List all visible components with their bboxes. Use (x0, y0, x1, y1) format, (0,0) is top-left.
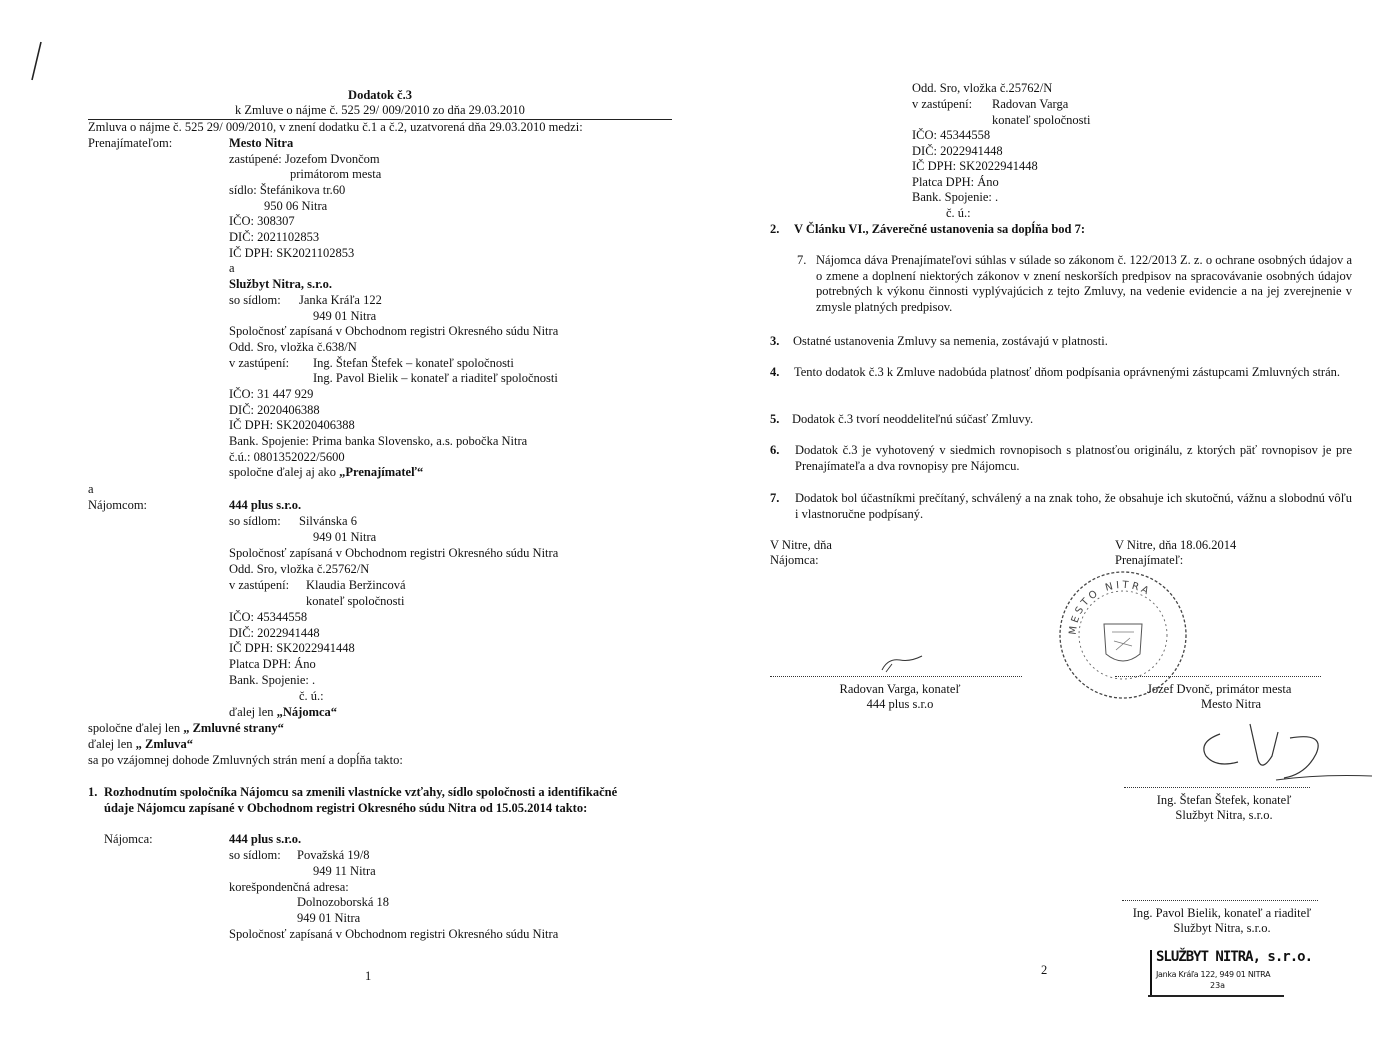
tenant-city: 949 01 Nitra (313, 530, 377, 544)
intro-text: Zmluva o nájme č. 525 29/ 009/2010, v znení dodatku č.1 a č.2, uzatvorená dňa 29.03.2010 medzi: (88, 120, 583, 134)
tenant-rep2: konateľ spoločnosti (306, 594, 405, 608)
tenant-ico: IČO: 45344558 (229, 610, 308, 624)
sig-tenant-company: 444 plus s.r.o (866, 697, 934, 711)
tenant-icdph: IČ DPH: SK2022941448 (229, 641, 355, 655)
company-stamp (1150, 949, 1313, 996)
stamp-line1: SLUŽBYT NITRA, s.r.o. (1156, 949, 1313, 965)
sig-stefek-name: Ing. Štefan Štefek, konateľ (1156, 793, 1292, 807)
mayor-signature-line (1115, 676, 1321, 677)
seal-text: MESTO NITRA (1067, 579, 1154, 636)
tenant-sign-role: Nájomca: (770, 553, 819, 567)
landlord2-city: 949 01 Nitra (313, 309, 377, 323)
tenant-name: 444 plus s.r.o. (229, 498, 302, 512)
tenant-bank: Bank. Spojenie: . (229, 673, 316, 687)
cont-rep1: Radovan Varga (992, 97, 1069, 111)
point1-line1: Rozhodnutím spoločníka Nájomcu sa zmenili vlastnícke vzťahy, sídlo spoločnosti a identifikačné (104, 785, 618, 799)
point7-text: Dodatok bol účastníkmi prečítaný, schválený a na znak toho, že obsahuje ich skutočnú, vážnu a slobodnú vôľu i vlastnoručne podpísaný. (795, 491, 1352, 521)
new-tenant-corr-street: Dolnozoborská 18 (297, 895, 389, 909)
landlord2-jointly-name: „Prenajímateľ“ (339, 465, 424, 479)
tenant-section: Odd. Sro, vložka č.25762/N (229, 562, 370, 576)
tenant-rep-label: v zastúpení: (229, 578, 290, 592)
point6-number: 6. (770, 443, 780, 457)
landlord2-street: Janka Kráľa 122 (299, 293, 382, 307)
point5-number: 5. (770, 412, 780, 426)
point2-heading: V Článku VI., Záverečné ustanovenia sa dopĺňa bod 7: (794, 222, 1086, 236)
landlord2-rep1: Ing. Štefan Štefek – konateľ spoločnosti (313, 356, 514, 370)
point5-text: Dodatok č.3 tvorí neoddeliteľnú súčasť Zmluvy. (792, 412, 1034, 426)
landlord1-seat: sídlo: Štefánikova tr.60 (229, 183, 346, 197)
sig-bielik-name: Ing. Pavol Bielik, konateľ a riaditeľ (1132, 906, 1312, 920)
point3-number: 3. (770, 334, 780, 348)
point1-number: 1. (88, 785, 98, 799)
landlord2-dic: DIČ: 2020406388 (229, 403, 320, 417)
stamp-line2: Janka Kráľa 122, 949 01 NITRA (1156, 970, 1271, 979)
document-title: Dodatok č.3 (348, 88, 412, 102)
tenant-seat-label: so sídlom: (229, 514, 281, 528)
landlord2-icdph: IČ DPH: SK2020406388 (229, 418, 355, 432)
landlord2-name: Službyt Nitra, s.r.o. (229, 277, 333, 291)
tenant-vat: Platca DPH: Áno (229, 657, 316, 671)
landlord2-section: Odd. Sro, vložka č.638/N (229, 340, 357, 354)
tenant-place-date: V Nitre, dňa (770, 538, 832, 552)
tenant-further-prefix: ďalej len (229, 705, 277, 719)
cont-section: Odd. Sro, vložka č.25762/N (912, 81, 1053, 95)
landlord2-rep2: Ing. Pavol Bielik – konateľ a riaditeľ spoločnosti (313, 371, 558, 385)
point2-sub-number: 7. (797, 253, 807, 267)
landlord2-seat-label: so sídlom: (229, 293, 281, 307)
landlord1-rep: zastúpené: Jozefom Dvončom (229, 152, 380, 166)
jointly-parties (88, 721, 284, 737)
new-tenant-street: Považská 19/8 (297, 848, 370, 862)
landlord-sign-role: Prenajímateľ: (1115, 553, 1184, 567)
jointly-name: „ Zmluvné strany“ (183, 721, 284, 735)
cont-icdph: IČ DPH: SK2022941448 (912, 159, 1038, 173)
cont-vat: Platca DPH: Áno (912, 175, 999, 189)
cont-ico: IČO: 45344558 (912, 128, 991, 142)
cont-account: č. ú.: (946, 206, 971, 220)
tenant-signature-mark (870, 650, 930, 674)
new-tenant-seat-label: so sídlom: (229, 848, 281, 862)
further-name: „ Zmluva“ (135, 737, 193, 751)
landlord-place-date: V Nitre, dňa 18.06.2014 (1115, 538, 1237, 552)
point3-text: Ostatné ustanovenia Zmluvy sa nemenia, zostávajú v platnosti. (793, 334, 1108, 348)
landlord1-icdph: IČ DPH: SK2021102853 (229, 246, 355, 260)
cont-rep-label: v zastúpení: (912, 97, 973, 111)
landlord1-ico: IČO: 308307 (229, 214, 295, 228)
tenant-rep1: Klaudia Beržincová (306, 578, 406, 592)
new-tenant-name: 444 plus s.r.o. (229, 832, 302, 846)
bielik-signature-line (1122, 900, 1318, 901)
sig-bielik-company: Službyt Nitra, s.r.o. (1173, 921, 1271, 935)
cont-dic: DIČ: 2022941448 (912, 144, 1003, 158)
jointly-prefix: spoločne ďalej len (88, 721, 184, 735)
new-tenant-city: 949 11 Nitra (313, 864, 376, 878)
point1-line2: údaje Nájomcu zapísané v Obchodnom registri Okresného súdu Nitra od 15.05.2014 takto: (104, 801, 588, 815)
point2-sub-text: Nájomca dáva Prenajímateľovi súhlas v súlade so zákonom č. 122/2013 Z. z. o ochrane osobných údajov a o zmene a doplnení niektorých zákonov v znení neskorších predpisov na spracovávanie osobných údajov potrebných k výkonu činnosti vyplývajúcich z tejto Zmluvy, na vedenie evidencie a na jej zverejnenie v zmysle platných predpisov. (816, 253, 1352, 314)
sig-tenant-name: Radovan Varga, konateľ (839, 682, 961, 696)
landlord2-registry: Spoločnosť zapísaná v Obchodnom registri Okresného súdu Nitra (229, 324, 559, 338)
sig-stefek-company: Službyt Nitra, s.r.o. (1175, 808, 1273, 822)
point7-number: 7. (770, 491, 780, 505)
page-number-2: 2 (1041, 963, 1048, 977)
cont-rep2: konateľ spoločnosti (992, 113, 1091, 127)
tenant-further (229, 705, 337, 721)
landlord2-jointly-prefix: spoločne ďalej aj ako (229, 465, 340, 479)
landlord1-dic: DIČ: 2021102853 (229, 230, 320, 244)
sig-mayor-city: Mesto Nitra (1200, 697, 1262, 711)
stefek-signature-mark (1180, 716, 1380, 796)
point4-text: Tento dodatok č.3 k Zmluve nadobúda platnosť dňom podpísania oprávnenými zástupcami Zmluvných strán. (794, 365, 1341, 379)
cont-bank: Bank. Spojenie: . (912, 190, 999, 204)
landlord1-name: Mesto Nitra (229, 136, 294, 150)
landlord2-account: č.ú.: 0801352022/5600 (229, 450, 345, 464)
new-tenant-corr-city: 949 01 Nitra (297, 911, 361, 925)
landlord2-jointly (229, 465, 423, 481)
pen-mark (28, 40, 44, 82)
landlord2-rep-label: v zastúpení: (229, 356, 290, 370)
landlord1-rep-title: primátorom mesta (290, 167, 382, 181)
point4-number: 4. (770, 365, 780, 379)
landlord2-bank: Bank. Spojenie: Prima banka Slovensko, a.s. pobočka Nitra (229, 434, 528, 448)
tenant-role-label: Nájomcom: (88, 498, 148, 512)
agreement-text: sa po vzájomnej dohode Zmluvných strán mení a dopĺňa takto: (88, 753, 403, 767)
stamp-line3: 23a (1210, 981, 1226, 990)
tenant-account: č. ú.: (299, 689, 324, 703)
page-number-1: 1 (365, 969, 372, 983)
document-subtitle: k Zmluve o nájme č. 525 29/ 009/2010 zo dňa 29.03.2010 (235, 103, 525, 117)
stamp-underline (1148, 995, 1284, 997)
further-prefix: ďalej len (88, 737, 136, 751)
further-contract (88, 737, 193, 753)
tenant-registry: Spoločnosť zapísaná v Obchodnom registri Okresného súdu Nitra (229, 546, 559, 560)
new-tenant-role: Nájomca: (104, 832, 153, 846)
and-conjunction: a (229, 261, 235, 275)
landlord-role-label: Prenajímateľom: (88, 136, 173, 150)
tenant-dic: DIČ: 2022941448 (229, 626, 320, 640)
new-tenant-corr-label: korešpondenčná adresa: (229, 880, 349, 894)
new-tenant-registry: Spoločnosť zapísaná v Obchodnom registri Okresného súdu Nitra (229, 927, 559, 941)
landlord1-city: 950 06 Nitra (264, 199, 328, 213)
point6-text: Dodatok č.3 je vyhotovený v siedmich rovnopisoch s platnosťou originálu, z ktorých päť rovnopisov je pre Prenajímateľa a dva rovnopisy pre Nájomcu. (795, 443, 1352, 473)
stefek-signature-line (1124, 787, 1310, 788)
sig-mayor-name: Jozef Dvonč, primátor mesta (1147, 682, 1292, 696)
point2-number: 2. (770, 222, 780, 236)
tenant-signature-line (770, 676, 1022, 677)
tenant-street: Silvánska 6 (299, 514, 357, 528)
landlord2-ico: IČO: 31 447 929 (229, 387, 314, 401)
and-conjunction-2: a (88, 482, 94, 496)
tenant-further-name: „Nájomca“ (276, 705, 338, 719)
